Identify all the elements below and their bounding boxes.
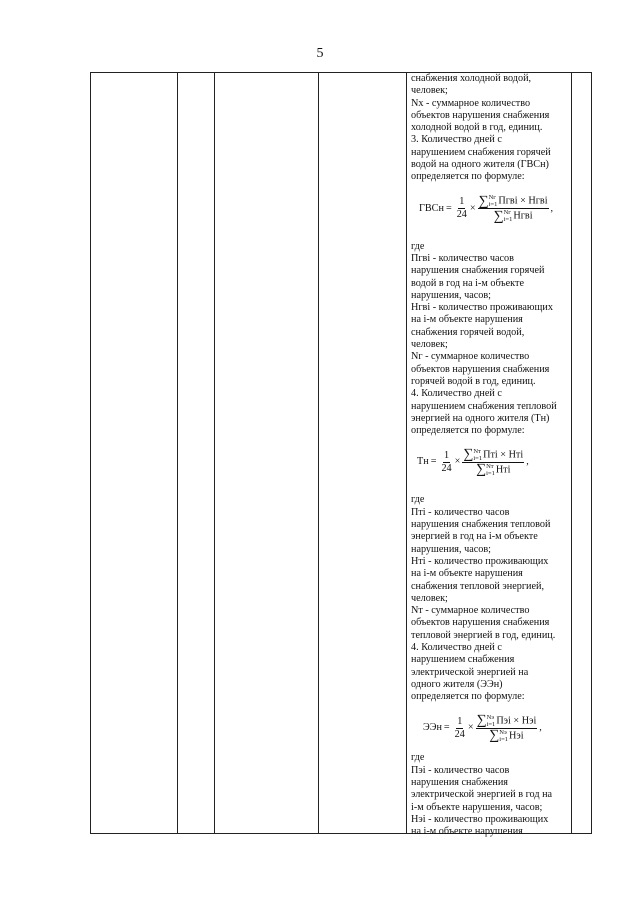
formula-sum-fraction: ∑ Nэ i=1 Пэi × Нэi ∑ Nэ i=1 Нэi — [476, 713, 537, 744]
text-line: Нэi - количество проживающих — [411, 813, 549, 825]
indicator-description-cell — [409, 73, 559, 839]
text-line: холодной водой в год, единиц. — [411, 122, 543, 134]
column-divider-2 — [214, 73, 215, 833]
column-divider-1 — [177, 73, 178, 833]
text-line: Пгвi - количество часов — [411, 252, 514, 264]
text-line: снабжения горячей водой, — [411, 326, 525, 338]
formula-fraction-1-24: $\frac{1}{24}$ — [441, 449, 452, 474]
formula-tn: Тн = $\frac{1}{24}$ × ∑ Nт i=1 Птi × Нтi ∑ Nт i=1 Нтi , — [417, 447, 529, 478]
text-line: горячей водой в год, единиц. — [411, 375, 536, 387]
regulation-table — [90, 72, 592, 838]
formula-denominator: Нэi — [509, 730, 524, 742]
formula-fraction-1-24: $\frac{1}{24}$ — [456, 196, 467, 221]
text-line: снабжения холодной водой, — [411, 73, 532, 84]
column-divider-5 — [571, 73, 572, 833]
text-line: человек; — [411, 339, 448, 351]
text-line: Nх - суммарное количество — [411, 97, 531, 109]
formula-lhs: ЭЭн — [423, 722, 442, 734]
text-line: энергией на одного жителя (Тн) — [411, 412, 550, 424]
formula-numerator: Пэi × Нэi — [496, 715, 537, 727]
text-line: нарушением снабжения тепловой — [411, 400, 557, 412]
page-number: 5 — [316, 46, 324, 61]
text-line: определяется по формуле: — [411, 425, 525, 437]
text-line: нарушения, часов; — [411, 543, 491, 555]
text-line: Птi - количество часов — [411, 506, 510, 518]
formula-denominator: Нгвi — [513, 210, 533, 222]
text-line: 3. Количество дней с — [411, 134, 502, 146]
text-line: на i-м объекте нарушения — [411, 314, 523, 326]
text-line: Nг - суммарное количество — [411, 351, 530, 363]
formula-sum-fraction: ∑ Nг i=1 Пгвi × Нгвi ∑ Nг i=1 Нгвi — [478, 193, 548, 224]
text-line: объектов нарушения снабжения — [411, 617, 550, 629]
text-line: тепловой энергией в год, единиц. — [411, 629, 556, 641]
text-line: водой в год на i-м объекте — [411, 277, 524, 289]
text-line: одного жителя (ЭЭн) — [411, 678, 503, 690]
text-line: нарушения снабжения тепловой — [411, 519, 551, 531]
formula-gvsn: ГВСн = $\frac{1}{24}$ × ∑ Nг i=1 Пгвi × Нгвi ∑ Nг i=1 Нгвi , — [419, 193, 554, 224]
text-line: определяется по формуле: — [411, 691, 525, 703]
text-line: определяется по формуле: — [411, 171, 525, 183]
text-line: нарушения снабжения горячей — [411, 265, 545, 277]
formula-een: ЭЭн = $\frac{1}{24}$ × ∑ Nэ i=1 Пэi × Нэi ∑ Nэ i=1 Нэi , — [423, 713, 542, 744]
text-line: нарушения снабжения — [411, 777, 508, 789]
formula-denominator: Нтi — [495, 464, 511, 476]
text-line: Пэi - количество часов — [411, 764, 510, 776]
text-line: электрической энергией на — [411, 666, 529, 678]
text-line: где — [411, 752, 425, 764]
formula-lhs: ГВСн — [419, 202, 444, 214]
text-line: человек; — [411, 592, 448, 604]
column-divider-3 — [318, 73, 319, 833]
formula-fraction-1-24: $\frac{1}{24}$ — [454, 715, 465, 740]
text-line: нарушением снабжения — [411, 654, 515, 666]
text-line: человек; — [411, 85, 448, 97]
text-line: Нгвi - количество проживающих — [411, 302, 553, 314]
formula-sum-fraction: ∑ Nт i=1 Птi × Нтi ∑ Nт i=1 Нтi — [463, 447, 524, 478]
formula-numerator: Птi × Нтi — [483, 449, 524, 461]
formula-numerator: Пгвi × Нгвi — [498, 195, 548, 207]
text-line: 4. Количество дней с — [411, 641, 502, 653]
text-line: нарушения, часов; — [411, 289, 491, 301]
text-line: водой на одного жителя (ГВСн) — [411, 159, 549, 171]
column-divider-4 — [406, 73, 407, 833]
text-line: 4. Количество дней с — [411, 388, 502, 400]
text-line: где — [411, 240, 425, 252]
text-line: нарушением снабжения горячей — [411, 146, 551, 158]
text-line: объектов нарушения снабжения — [411, 109, 550, 121]
text-line: на i-м объекте нарушения — [411, 568, 523, 580]
text-line: Нтi - количество проживающих — [411, 555, 549, 567]
text-line: Nт - суммарное количество — [411, 605, 530, 617]
text-line: i-м объекте нарушения, часов; — [411, 801, 543, 813]
formula-lhs: Тн — [417, 456, 429, 468]
text-line: электрической энергией в год на — [411, 789, 553, 801]
text-line: объектов нарушения снабжения — [411, 363, 550, 375]
text-line: снабжения тепловой энергией, — [411, 580, 545, 592]
text-line: где — [411, 494, 425, 506]
text-line: энергией в год на i-м объекте — [411, 531, 538, 543]
text-line: на i-м объекте нарушения — [411, 826, 523, 838]
